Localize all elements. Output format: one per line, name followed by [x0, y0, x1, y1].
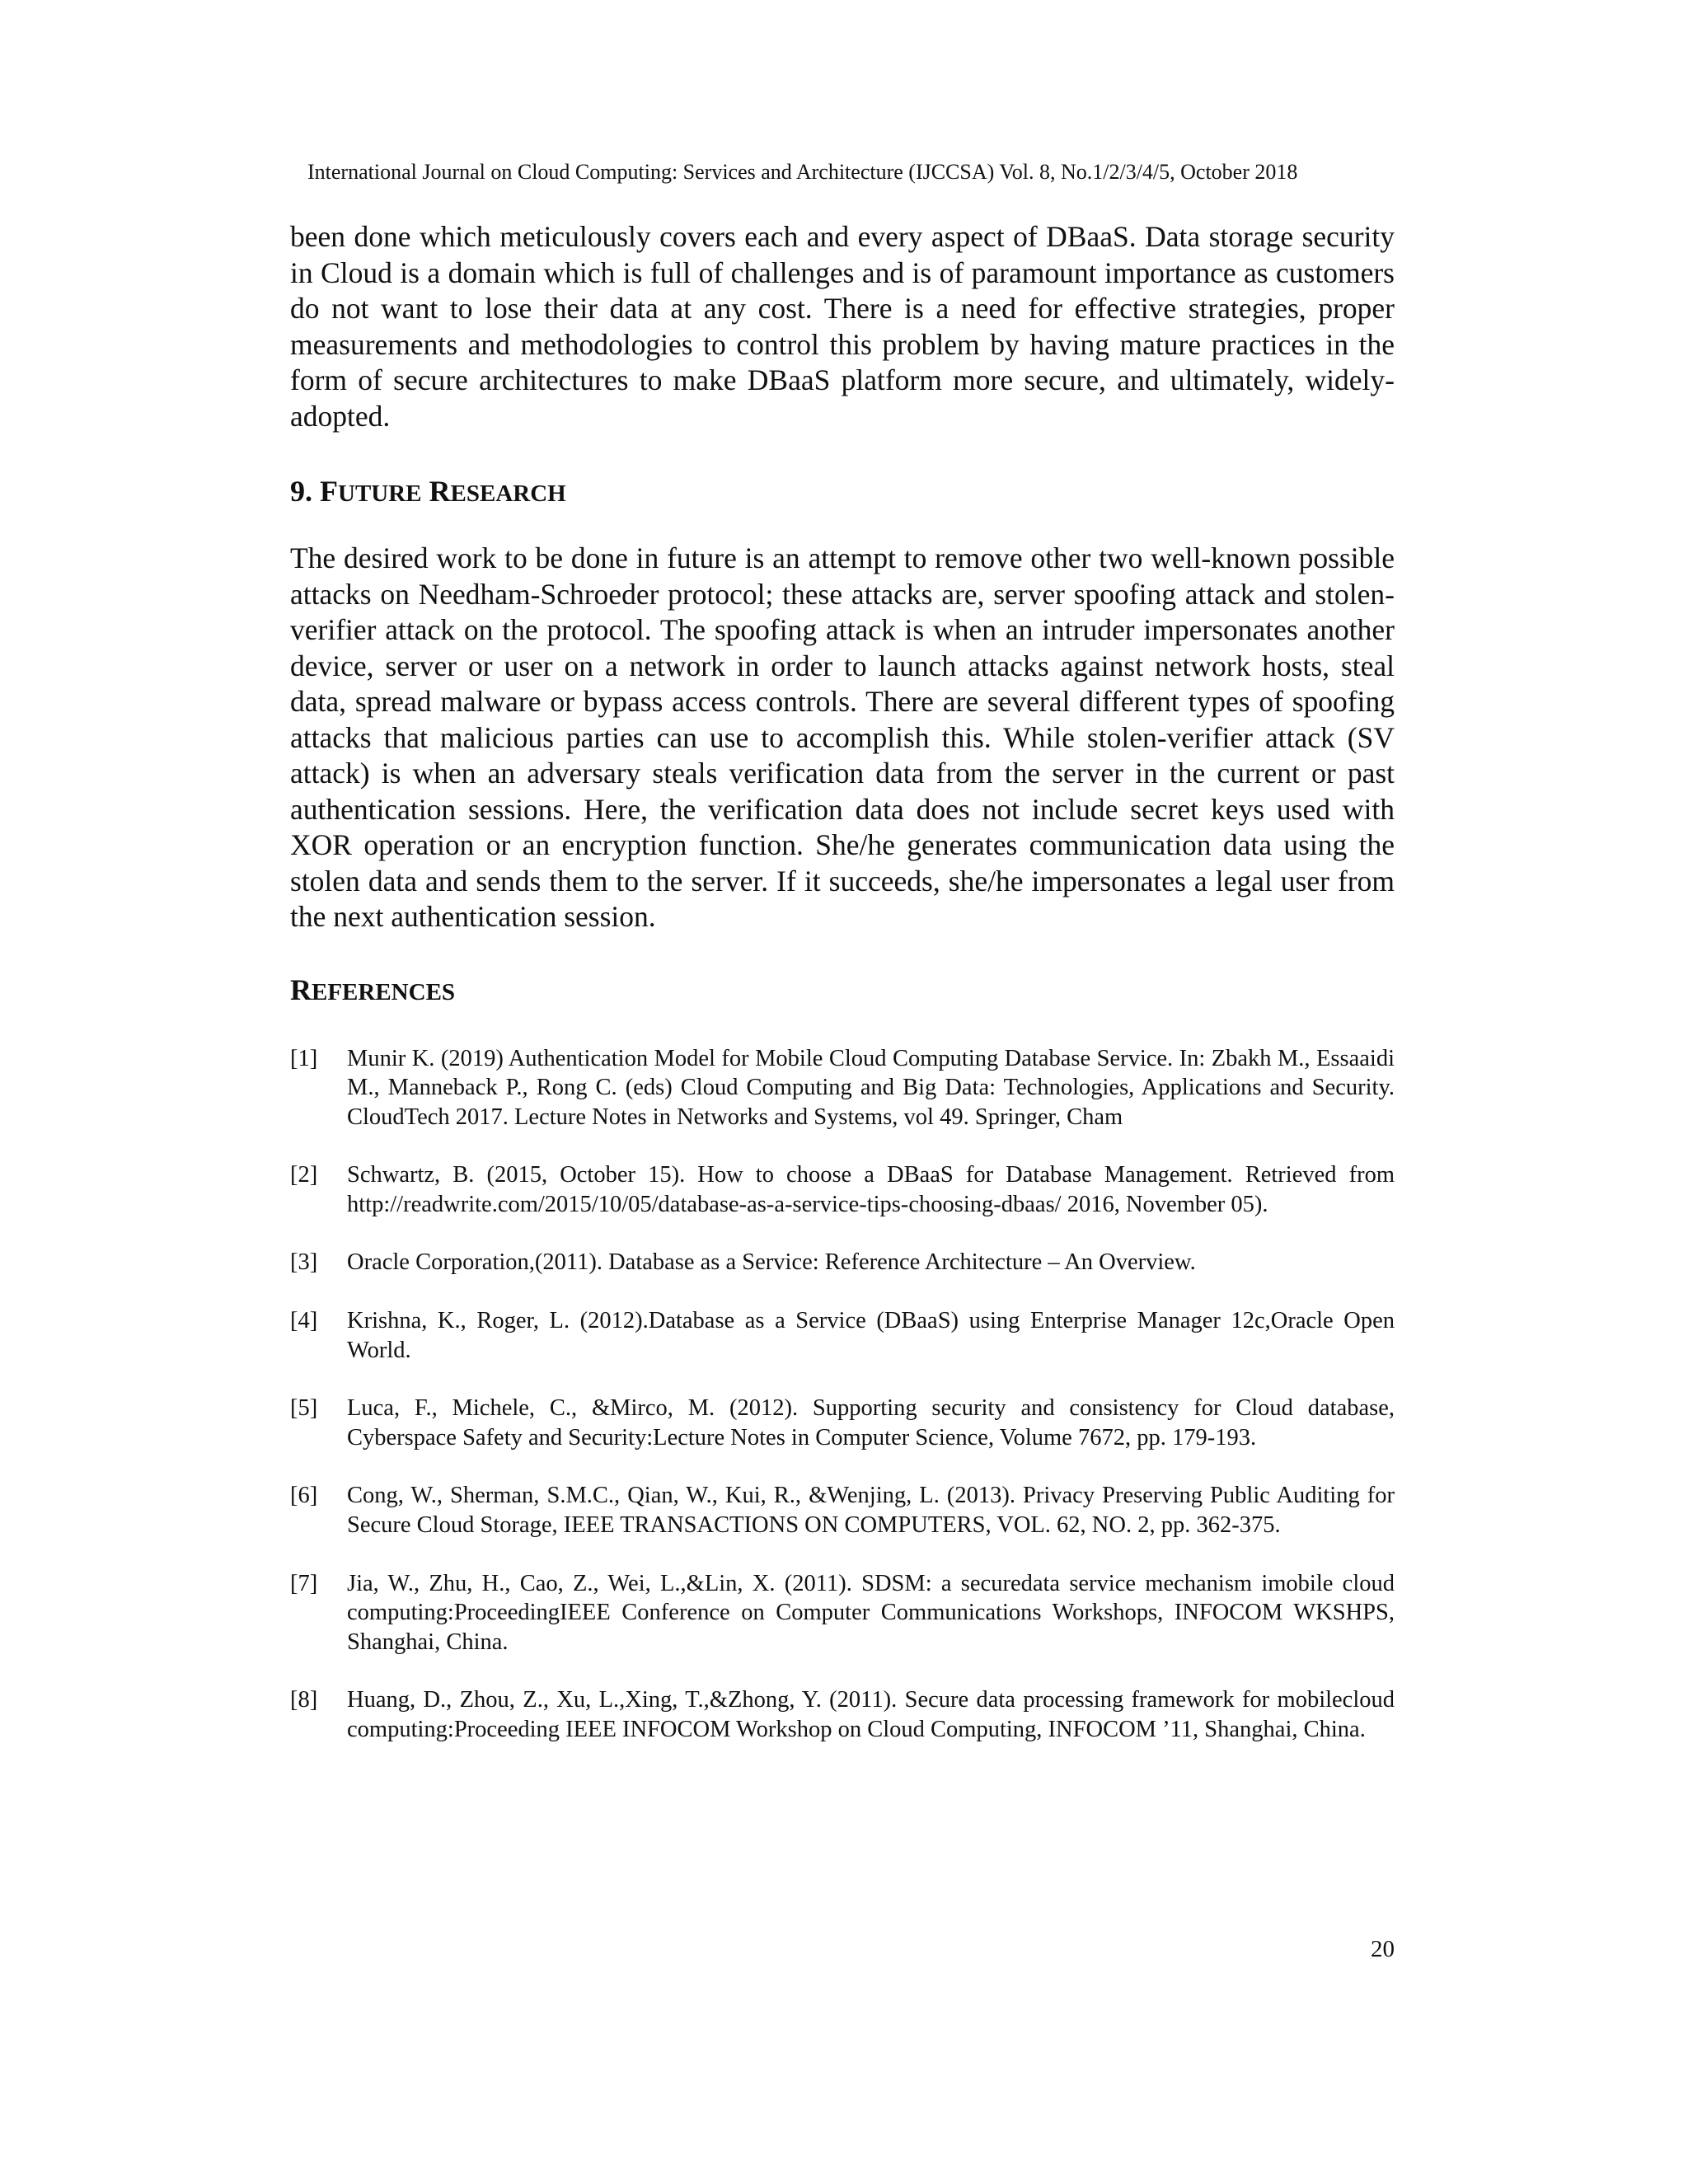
reference-number: [1]	[290, 1045, 318, 1071]
reference-item-7	[290, 1569, 1395, 1657]
reference-item-1	[290, 1044, 1395, 1132]
section-heading-references	[290, 972, 1395, 1010]
running-header: International Journal on Cloud Computing: Services and Architecture (IJCCSA) Vol. 8, No.1/2/3/4/5, October 2018	[307, 160, 1298, 184]
reference-number: [7]	[290, 1570, 318, 1596]
reference-item-5	[290, 1394, 1395, 1452]
reference-text: Krishna, K., Roger, L. (2012).Database as a Service (DBaaS) using Enterprise Manager 12c,Oracle Open World.	[347, 1308, 1395, 1363]
heading-smallcaps-esearch: ESEARCH	[450, 480, 566, 507]
reference-number: [4]	[290, 1308, 318, 1334]
reference-text: Oracle Corporation,(2011). Database as a Service: Reference Architecture – An Overview.	[347, 1249, 1196, 1276]
reference-item-2	[290, 1160, 1395, 1219]
reference-item-3	[290, 1248, 1395, 1277]
heading-cap-r: R	[290, 972, 312, 1006]
heading-smallcaps-uture: UTURE	[338, 480, 422, 507]
page-content	[290, 219, 1395, 1774]
reference-text: Munir K. (2019) Authentication Model for Mobile Cloud Computing Database Service. In: Zbakh M., Essaaidi M., Manneback P., Rong C. (eds) Cloud Computing and Big Data: Technologies, Applications and Security. CloudTech 2017. Lecture Notes in Networks and Systems, vol 49. Springer, Cham	[347, 1045, 1395, 1130]
page-number: 20	[1371, 1936, 1395, 1962]
reference-number: [2]	[290, 1162, 318, 1188]
heading-smallcaps-eferences: EFERENCES	[312, 978, 456, 1005]
heading-cap-r: R	[429, 475, 451, 508]
reference-item-8	[290, 1685, 1395, 1744]
section-number: 9.	[290, 475, 312, 508]
heading-cap-f: F	[320, 475, 338, 508]
reference-list	[290, 1044, 1395, 1745]
reference-text: Jia, W., Zhu, H., Cao, Z., Wei, L.,&Lin, X. (2011). SDSM: a securedata service mechanism imobile cloud computing:ProceedingIEEE Conference on Computer Communications Workshops, INFOCOM WKSHPS, Shanghai, China.	[347, 1570, 1395, 1655]
reference-number: [3]	[290, 1249, 318, 1276]
reference-number: [8]	[290, 1687, 318, 1713]
reference-text: Luca, F., Michele, C., &Mirco, M. (2012). Supporting security and consistency for Cloud database, Cyberspace Safety and Security:Lecture Notes in Computer Science, Volume 7672, pp. 179-193.	[347, 1395, 1395, 1451]
reference-text: Cong, W., Sherman, S.M.C., Qian, W., Kui, R., &Wenjing, L. (2013). Privacy Preserving Public Auditing for Secure Cloud Storage, IEEE TRANSACTIONS ON COMPUTERS, VOL. 62, NO. 2, pp. 362-375.	[347, 1483, 1395, 1539]
reference-number: [5]	[290, 1395, 318, 1422]
reference-item-4	[290, 1306, 1395, 1365]
reference-text: Schwartz, B. (2015, October 15). How to choose a DBaaS for Database Management. Retrieved from http://readwrite.com/2015/10/05/database-as-a-service-tips-choosing-dbaas/ 2016, November 05).	[347, 1162, 1395, 1217]
section-heading-future-research	[290, 473, 1395, 512]
reference-number: [6]	[290, 1483, 318, 1509]
reference-text: Huang, D., Zhou, Z., Xu, L.,Xing, T.,&Zhong, Y. (2011). Secure data processing framework for mobilecloud computing:Proceeding IEEE INFOCOM Workshop on Cloud Computing, INFOCOM ’11, Shanghai, China.	[347, 1687, 1395, 1742]
intro-paragraph: been done which meticulously covers each and every aspect of DBaaS. Data storage security in Cloud is a domain which is full of challenges and is of paramount importance as customers do not want to lose their data at any cost. There is a need for effective strategies, proper measurements and methodologies to control this problem by having mature practices in the form of secure architectures to make DBaaS platform more secure, and ultimately, widely-adopted.	[290, 220, 1395, 433]
future-research-paragraph: The desired work to be done in future is an attempt to remove other two well-known possible attacks on Needham-Schroeder protocol; these attacks are, server spoofing attack and stolen-verifier attack on the protocol. The spoofing attack is when an intruder impersonates another device, server or user on a network in order to launch attacks against network hosts, steal data, spread malware or bypass access controls. There are several different types of spoofing attacks that malicious parties can use to accomplish this. While stolen-verifier attack (SV attack) is when an adversary steals verification data from the server in the current or past authentication sessions. Here, the verification data does not include secret keys used with XOR operation or an encryption function. She/he generates communication data using the stolen data and sends them to the server. If it succeeds, she/he impersonates a legal user from the next authentication session.	[290, 541, 1395, 933]
reference-item-6	[290, 1481, 1395, 1540]
